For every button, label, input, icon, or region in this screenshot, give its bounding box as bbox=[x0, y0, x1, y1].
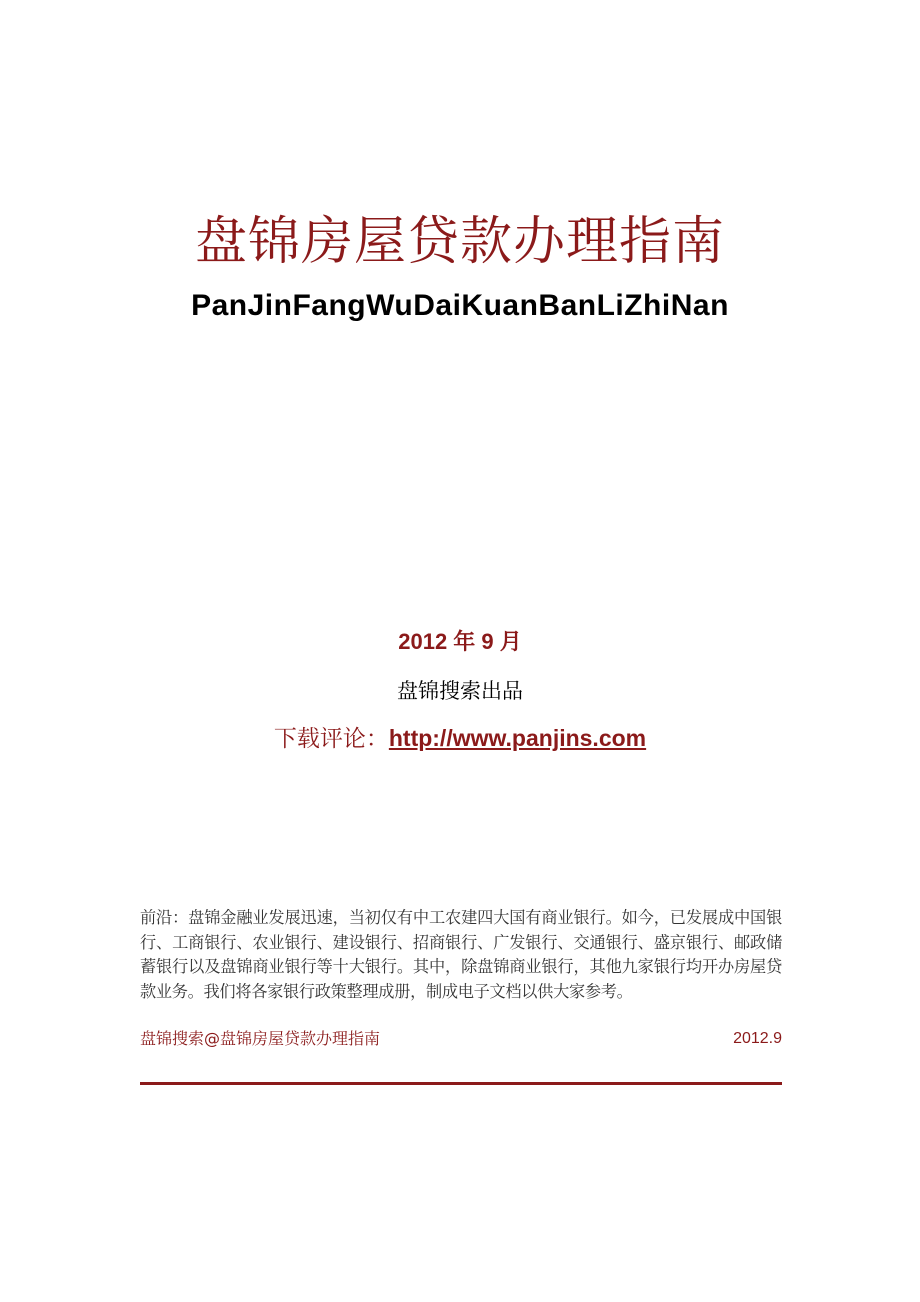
footer-date: 2012.9 bbox=[733, 1030, 782, 1047]
download-line bbox=[0, 722, 920, 755]
footer-left-text: 盘锦搜索@盘锦房屋贷款办理指南 bbox=[140, 1029, 381, 1048]
publish-date: 2012 年 9 月 bbox=[398, 629, 522, 654]
footer-row bbox=[140, 1026, 782, 1052]
title-chinese: 盘锦房屋贷款办理指南 bbox=[194, 212, 725, 272]
download-label: 下载评论： bbox=[273, 726, 389, 752]
preface-paragraph: 前沿：盘锦金融业发展迅速，当初仅有中工农建四大国有商业银行。如今，已发展成中国银行、工商银行、农业银行、建设银行、招商银行、广发银行、交通银行、盛京银行、邮政储蓄银行以及盘锦商业银行等十大银行。其中，除盘锦商业银行，其他九家银行均开办房屋贷款业务。我们将各家银行政策整理成册，制成电子文档以供大家参考。 bbox=[140, 908, 782, 1001]
download-link[interactable]: http://www.panjins.com bbox=[388, 725, 647, 751]
title-pinyin: PanJinFangWuDaiKuanBanLiZhiNan bbox=[191, 289, 729, 322]
publisher-line: 盘锦搜索出品 bbox=[397, 679, 523, 703]
footer-divider bbox=[140, 1082, 782, 1085]
